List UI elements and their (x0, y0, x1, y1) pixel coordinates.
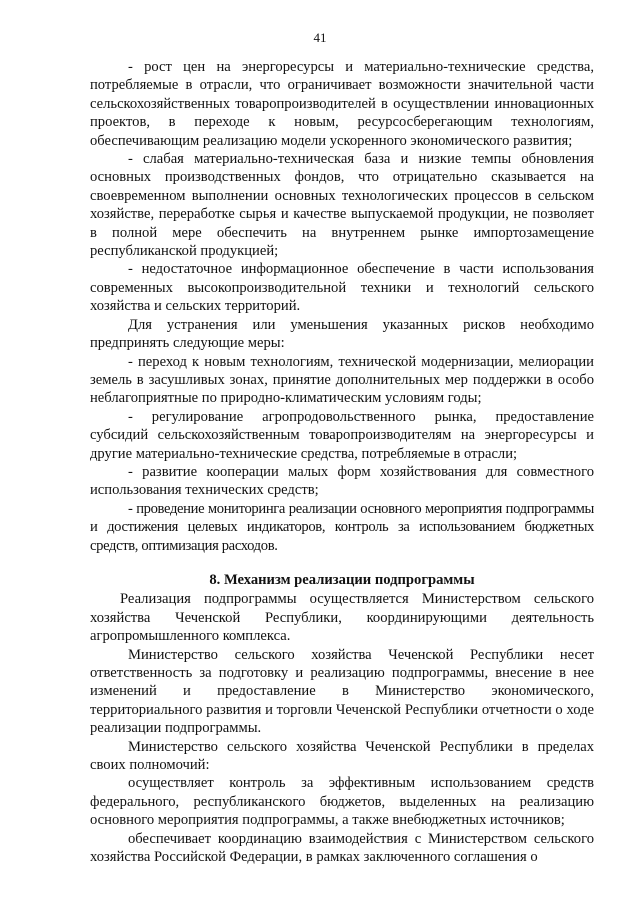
section-heading: 8. Механизм реализации подпрограммы (209, 571, 475, 588)
paragraph-coordination: обеспечивает координацию взаимодействия с Министерством сельского хозяйства Российской Федерации, в рамках заключенного соглашения о (90, 830, 594, 866)
paragraph-measure-regulation: - регулирование агропродовольственного рынка, предоставление субсидий сельскохозяйственным товаропроизводителям на энергоресурсы и другие материально-технические средства, потребляемые в отрасли; (90, 408, 594, 462)
paragraph-measures-intro: Для устранения или уменьшения указанных рисков необходимо предпринять следующие меры: (90, 316, 594, 352)
paragraph-measure-monitoring: - проведение мониторинга реализации основного мероприятия подпрограммы и достижения целевых индикаторов, контроль за использованием бюджетных средств, оптимизация расходов. (90, 500, 594, 554)
paragraph-control: осуществляет контроль за эффективным использованием средств федерального, республиканского бюджетов, выделенных на реализацию основного мероприятия подпрограммы, а также внебюджетных источников; (90, 775, 594, 829)
paragraph-implementation: Реализация подпрограммы осуществляется Министерством сельского хозяйства Чеченской Республики, координирующими деятельность агропромышленного комплекса. (90, 591, 594, 645)
paragraph-risk-information: - недостаточное информационное обеспечение в части использования современных высокопроизводительной техники и технологий сельского хозяйства и сельских территорий. (90, 261, 594, 315)
document-body (90, 58, 594, 866)
paragraph-powers-intro: Министерство сельского хозяйства Чеченской Республики в пределах своих полномочий: (90, 738, 594, 774)
paragraph-measure-cooperation: - развитие кооперации малых форм хозяйствования для совместного использования технических средств; (90, 463, 594, 499)
paragraph-measure-technologies: - переход к новым технологиям, технической модернизации, мелиорации земель в засушливых зонах, принятие дополнительных мер поддержки в особо неблагоприятные по природно-климатическим условиям годы; (90, 353, 594, 407)
page-number: 41 (313, 30, 327, 45)
paragraph-risk-weak-base: - слабая материально-техническая база и низкие темпы обновления основных производственных фондов, что отрицательно сказывается на своевременном выполнении основных технологических процессов в сельском хозяйстве, переработке сырья и качестве выпускаемой продукции, не позволяет в полной мере обеспечить на внутреннем рынке импортозамещение республиканской продукцией; (90, 151, 594, 260)
paragraph-risk-energy-prices: - рост цен на энергоресурсы и материально-технические средства, потребляемые в отрасли, что ограничивает возможности значительной части сельскохозяйственных товаропроизводителей в осуществлении инновационных проектов, в переходе к новым, ресурсосберегающим технологиям, обеспечивающим реализацию модели ускоренного экономического развития; (90, 59, 594, 149)
paragraph-responsibility: Министерство сельского хозяйства Чеченской Республики несет ответственность за подготовку и реализацию подпрограммы, внесение в нее изменений и предоставление в Министерство экономического, территориального развития и торговли Чеченской Республики отчетности о ходе реализации подпрограммы. (90, 646, 594, 737)
